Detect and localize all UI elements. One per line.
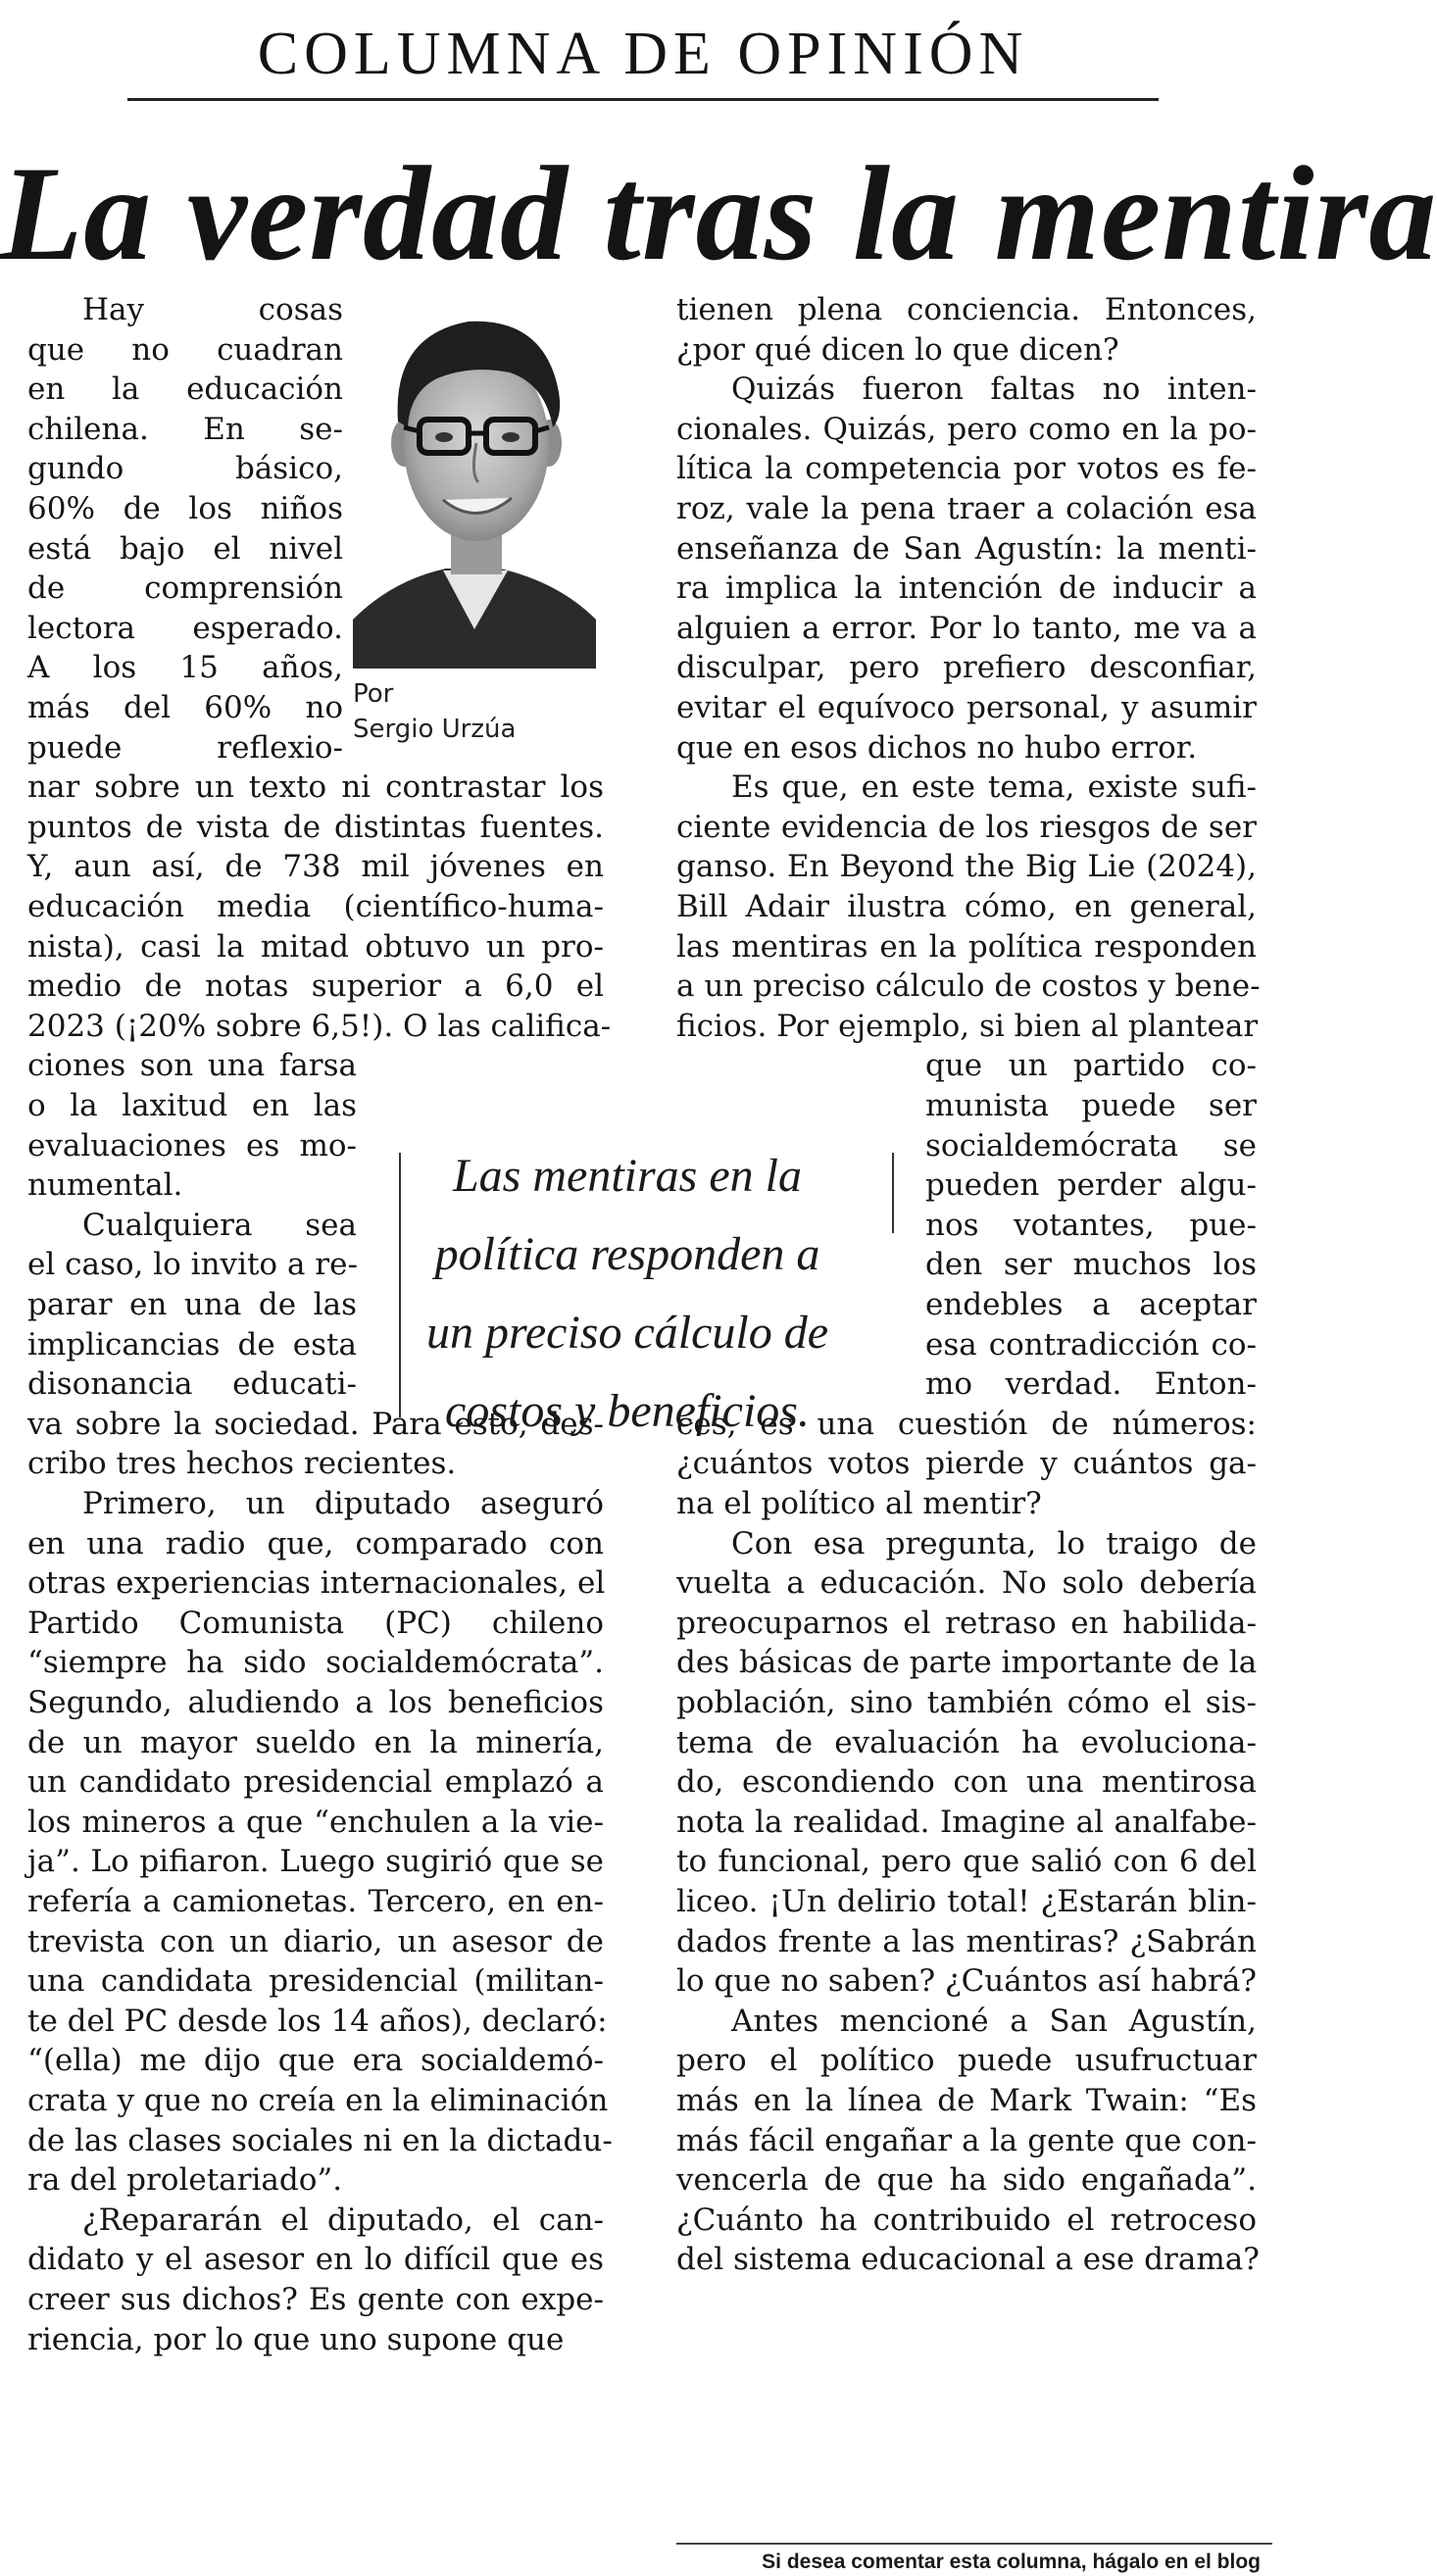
text-line: ¿cuántos votos pierde y cuántos ga- bbox=[676, 1446, 1257, 1482]
text-line: den ser muchos los bbox=[925, 1247, 1257, 1283]
text-line: Cualquiera sea bbox=[82, 1207, 357, 1243]
text-line: na el político al mentir? bbox=[676, 1486, 1042, 1521]
text-line: chilena. En se- bbox=[27, 411, 343, 447]
text-line: parar en una de las bbox=[27, 1287, 357, 1322]
text-line: en la educación bbox=[27, 372, 343, 408]
footer-divider bbox=[676, 2543, 1272, 2545]
pull-quote-line: un preciso cálculo de bbox=[425, 1307, 829, 1359]
text-line: ja”. Lo pifiaron. Luego sugirió que se bbox=[27, 1844, 604, 1880]
text-line: Antes mencioné a San Agustín, bbox=[731, 2003, 1257, 2039]
text-line: do, escondiendo con una mentirosa bbox=[676, 1764, 1257, 1801]
text-line: gundo básico, bbox=[27, 451, 343, 487]
text-line: nista), casi la mitad obtuvo un pro- bbox=[27, 928, 604, 965]
text-line: “(ella) me dijo que era socialdemó- bbox=[27, 2043, 604, 2079]
text-line: va sobre la sociedad. Para esto, des- bbox=[27, 1406, 604, 1442]
text-line: mo verdad. Enton- bbox=[925, 1366, 1257, 1403]
text-line: Primero, un diputado aseguró bbox=[82, 1486, 604, 1521]
text-line: nota la realidad. Imagine al analfabe- bbox=[676, 1804, 1257, 1840]
text-line: implicancias de esta bbox=[27, 1326, 357, 1362]
text-line: ¿Repararán el diputado, el can- bbox=[82, 2202, 604, 2238]
text-line: las mentiras en la política responden bbox=[676, 928, 1257, 965]
text-line: des básicas de parte importante de la bbox=[676, 1645, 1258, 1681]
text-line: ra del proletariado”. bbox=[27, 2162, 343, 2199]
text-line: evaluaciones es mo- bbox=[27, 1127, 357, 1164]
text-line: numental. bbox=[27, 1167, 183, 1204]
text-line: socialdemócrata se bbox=[925, 1127, 1257, 1164]
text-line: Es que, en este tema, existe sufi- bbox=[731, 769, 1257, 806]
text-line: ficios. Por ejemplo, si bien al plantear bbox=[676, 1008, 1259, 1044]
text-line: una candidata presidencial (militan- bbox=[27, 1963, 604, 2000]
text-line: más del 60% no bbox=[27, 690, 343, 725]
text-line: creer sus dichos? Es gente con expe- bbox=[27, 2282, 604, 2317]
text-line: Con esa pregunta, lo traigo de bbox=[731, 1525, 1257, 1561]
text-line: tienen plena conciencia. Entonces, bbox=[676, 292, 1257, 327]
text-line: vuelta a educación. No solo debería bbox=[676, 1565, 1257, 1602]
text-line: lectora esperado. bbox=[27, 610, 343, 646]
text-line: munista puede ser bbox=[925, 1088, 1257, 1123]
text-line: pero el político puede usufructuar bbox=[676, 2043, 1257, 2079]
pull-quote bbox=[412, 1137, 843, 1451]
headline: La verdad tras la mentira bbox=[0, 138, 1437, 288]
text-line: crata y que no creía en la eliminación bbox=[27, 2083, 609, 2118]
text-line: pueden perder algu- bbox=[925, 1167, 1257, 1204]
pull-quote-line: política responden a bbox=[434, 1228, 820, 1280]
text-line: to funcional, pero que salió con 6 del bbox=[676, 1844, 1257, 1880]
text-line: a un preciso cálculo de costos y bene- bbox=[676, 968, 1261, 1005]
text-line: lítica la competencia por votos es fe- bbox=[676, 451, 1257, 487]
text-line: Quizás fueron faltas no inten- bbox=[731, 372, 1257, 408]
text-line: de las clases sociales ni en la dictadu- bbox=[27, 2122, 613, 2158]
text-line: que un partido co- bbox=[925, 1048, 1257, 1084]
text-line: puede reflexio- bbox=[27, 729, 343, 766]
pull-quote-line: Las mentiras en la bbox=[452, 1150, 802, 1202]
section-label: COLUMNA DE OPINIÓN bbox=[257, 21, 1029, 87]
section-divider bbox=[127, 98, 1159, 101]
text-line: “siempre ha sido socialdemócrata”. bbox=[27, 1645, 604, 1681]
text-line: ¿Cuánto ha contribuido el retroceso bbox=[676, 2202, 1257, 2238]
author-photo bbox=[353, 296, 596, 669]
text-line: 60% de los niños bbox=[27, 491, 343, 526]
text-line: lo que no saben? ¿Cuántos así habrá? bbox=[676, 1963, 1257, 2000]
text-line: Y, aun así, de 738 mil jóvenes en bbox=[27, 849, 604, 885]
text-line: didato y el asesor en lo difícil que es bbox=[27, 2242, 604, 2278]
text-line: o la laxitud en las bbox=[27, 1088, 357, 1123]
pull-quote-line: costos y beneficios. bbox=[445, 1385, 810, 1437]
text-line: 2023 (¡20% sobre 6,5!). O las califica- bbox=[27, 1008, 612, 1044]
text-line: te del PC desde los 14 años), declaró: bbox=[27, 2003, 608, 2039]
text-line: que en esos dichos no hubo error. bbox=[676, 729, 1198, 766]
text-line: ¿por qué dicen lo que dicen? bbox=[676, 331, 1119, 368]
text-line: un candidato presidencial emplazó a bbox=[27, 1764, 604, 1801]
byline bbox=[353, 676, 569, 747]
byline-author: Sergio Urzúa bbox=[353, 715, 517, 744]
byline-prefix: Por bbox=[353, 679, 394, 709]
text-line: del sistema educacional a ese drama? bbox=[676, 2242, 1260, 2278]
text-line: está bajo el nivel bbox=[27, 530, 343, 567]
text-line: cionales. Quizás, pero como en la po- bbox=[676, 411, 1257, 447]
text-line: evitar el equívoco personal, y asumir bbox=[676, 690, 1257, 725]
text-line: más fácil engañar a la gente que con- bbox=[676, 2122, 1257, 2158]
text-line: ces, es una cuestión de números: bbox=[676, 1406, 1257, 1442]
text-line: educación media (científico-huma- bbox=[27, 889, 604, 924]
text-line: riencia, por lo que uno supone que bbox=[27, 2321, 565, 2357]
text-line: tema de evaluación ha evoluciona- bbox=[676, 1724, 1257, 1760]
text-line: nos votantes, pue- bbox=[925, 1207, 1257, 1243]
text-line: A los 15 años, bbox=[27, 650, 343, 686]
text-line: preocuparnos el retraso en habilida- bbox=[676, 1605, 1257, 1641]
text-line: roz, vale la pena traer a colación esa bbox=[676, 491, 1257, 526]
text-line: disonancia educati- bbox=[27, 1366, 357, 1403]
text-line: alguien a error. Por lo tanto, me va a bbox=[676, 610, 1257, 646]
text-line: medio de notas superior a 6,0 el bbox=[27, 968, 604, 1005]
text-line: disculpar, pero prefiero desconfiar, bbox=[676, 650, 1257, 686]
text-line: dados frente a las mentiras? ¿Sabrán bbox=[676, 1923, 1257, 1959]
text-line: refería a camionetas. Tercero, en en- bbox=[27, 1884, 604, 1919]
text-line: liceo. ¡Un delirio total! ¿Estarán blin- bbox=[676, 1884, 1257, 1919]
text-line: trevista con un diario, un asesor de bbox=[27, 1923, 604, 1959]
pull-quote-rule-left bbox=[399, 1153, 401, 1417]
text-line: ciones son una farsa bbox=[27, 1048, 357, 1084]
text-line: vencerla de que ha sido engañada”. bbox=[676, 2162, 1257, 2199]
text-line: que no cuadran bbox=[27, 331, 343, 368]
text-line: los mineros a que “enchulen a la vie- bbox=[27, 1804, 604, 1840]
text-line: endebles a aceptar bbox=[925, 1287, 1257, 1322]
text-line: de un mayor sueldo en la minería, bbox=[27, 1724, 604, 1760]
text-line: más en la línea de Mark Twain: “Es bbox=[676, 2083, 1257, 2118]
text-line: Bill Adair ilustra cómo, en general, bbox=[676, 889, 1257, 924]
pull-quote-rule-right bbox=[892, 1153, 894, 1233]
text-line: Hay cosas bbox=[82, 292, 343, 327]
footer-note: Si desea comentar esta columna, hágalo en el blog bbox=[762, 2551, 1261, 2573]
text-line: población, sino también cómo el sis- bbox=[676, 1685, 1257, 1720]
text-line: en una radio que, comparado con bbox=[27, 1525, 604, 1561]
text-line: ra implica la intención de inducir a bbox=[676, 570, 1257, 607]
text-line: cribo tres hechos recientes. bbox=[27, 1446, 457, 1482]
text-line: esa contradicción co- bbox=[925, 1326, 1257, 1362]
text-line: de comprensión bbox=[27, 570, 343, 607]
text-line: nar sobre un texto ni contrastar los bbox=[27, 769, 604, 806]
text-line: Segundo, aludiendo a los beneficios bbox=[27, 1685, 604, 1720]
text-line: ciente evidencia de los riesgos de ser bbox=[676, 809, 1257, 845]
text-line: otras experiencias internacionales, el bbox=[27, 1565, 606, 1602]
text-line: ganso. En Beyond the Big Lie (2024), bbox=[676, 849, 1257, 885]
text-line: el caso, lo invito a re- bbox=[27, 1247, 358, 1283]
text-line: puntos de vista de distintas fuentes. bbox=[27, 809, 604, 845]
text-line: Partido Comunista (PC) chileno bbox=[27, 1605, 604, 1641]
text-line: enseñanza de San Agustín: la menti- bbox=[676, 530, 1257, 567]
